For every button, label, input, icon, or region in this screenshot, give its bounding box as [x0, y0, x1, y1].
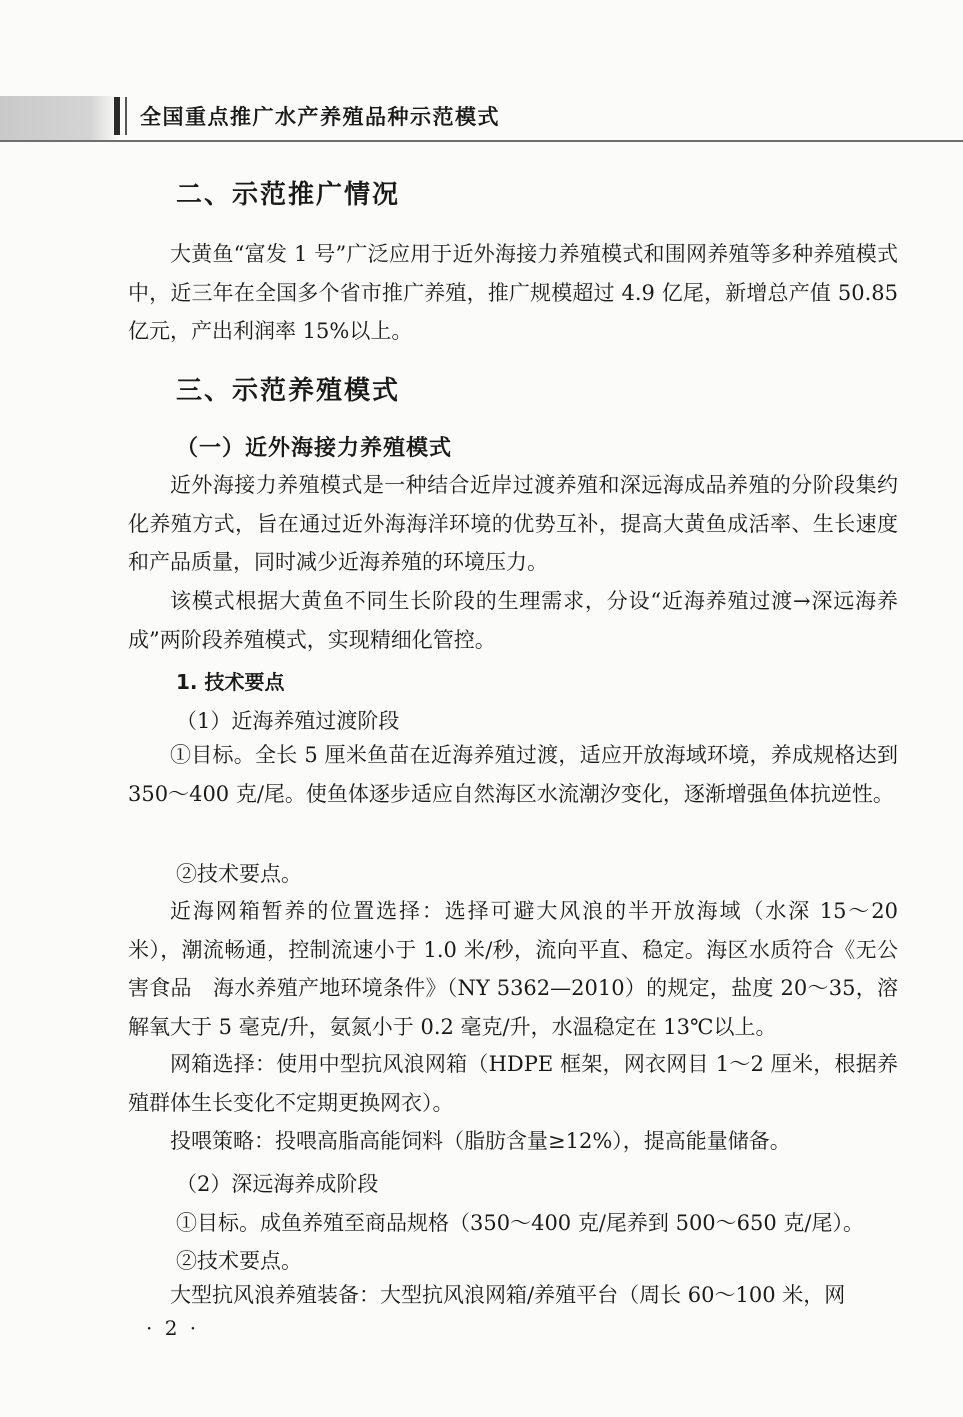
stage2-equipment: 大型抗风浪养殖装备：大型抗风浪网箱/养殖平台（周长 60～100 米，网 [170, 1283, 846, 1307]
section-heading-promotion: 二、示范推广情况 [176, 180, 401, 210]
tech-points-heading: 1. 技术要点 [176, 670, 285, 694]
stage1-cage-selection: 网箱选择：使用中型抗风浪网箱（HDPE 框架，网衣网目 1～2 厘米，根据养殖群体生长变化不定期更换网衣）。 [128, 1052, 898, 1115]
stage2-goal: ①目标。成鱼养殖至商品规格（350～400 克/尾养到 500～650 克/尾）。 [176, 1211, 865, 1235]
stage1-site-selection: 近海网箱暂养的位置选择：选择可避大风浪的半开放海域（水深 15～20 米），潮流畅通，控制流速小于 1.0 米/秒，流向平直、稳定。海区水质符合《无公害食品 海水养殖产地环境条件》（NY 5362—2010）的规定，盐度 20～35，溶解氧大于 5 毫克/升，氨氮小于 0.2 毫克/升，水温稳定在 13℃以上。 [128, 899, 898, 1039]
stage1-goal: ①目标。全长 5 厘米鱼苗在近海养殖过渡，适应开放海域环境，养成规格达到 350～400 克/尾。使鱼体逐步适应自然海区水流潮汐变化，逐渐增强鱼体抗逆性。 [128, 743, 898, 806]
stage1-label: （1）近海养殖过渡阶段 [176, 709, 400, 733]
subsection-heading-relay-model: （一）近外海接力养殖模式 [176, 436, 453, 461]
stage1-feeding-strategy: 投喂策略：投喂高脂高能饲料（脂肪含量≥12%），提高能量储备。 [170, 1129, 791, 1153]
stage2-points-label: ②技术要点。 [176, 1249, 302, 1273]
running-header-title: 全国重点推广水产养殖品种示范模式 [140, 105, 500, 129]
paragraph-promotion: 大黄鱼“富发 1 号”广泛应用于近外海接力养殖模式和围网养殖等多种养殖模式中，近三年在全国多个省市推广养殖，推广规模超过 4.9 亿尾，新增总产值 50.85 亿元，产出利润率 15%以上。 [128, 242, 898, 343]
paragraph-relay-model-intro: 近外海接力养殖模式是一种结合近岸过渡养殖和深远海成品养殖的分阶段集约化养殖方式，旨在通过近外海海洋环境的优势互补，提高大黄鱼成活率、生长速度和产品质量，同时减少近海养殖的环境压力。 [128, 473, 898, 574]
stage2-label: （2）深远海养成阶段 [176, 1172, 379, 1196]
paragraph-relay-model-stages: 该模式根据大黄鱼不同生长阶段的生理需求，分设“近海养殖过渡→深远海养成”两阶段养殖模式，实现精细化管控。 [128, 589, 898, 652]
page-number: · 2 · [146, 1316, 200, 1340]
stage1-points-label: ②技术要点。 [176, 862, 302, 886]
header-decoration-bars [114, 97, 136, 135]
section-heading-models: 三、示范养殖模式 [176, 376, 401, 406]
